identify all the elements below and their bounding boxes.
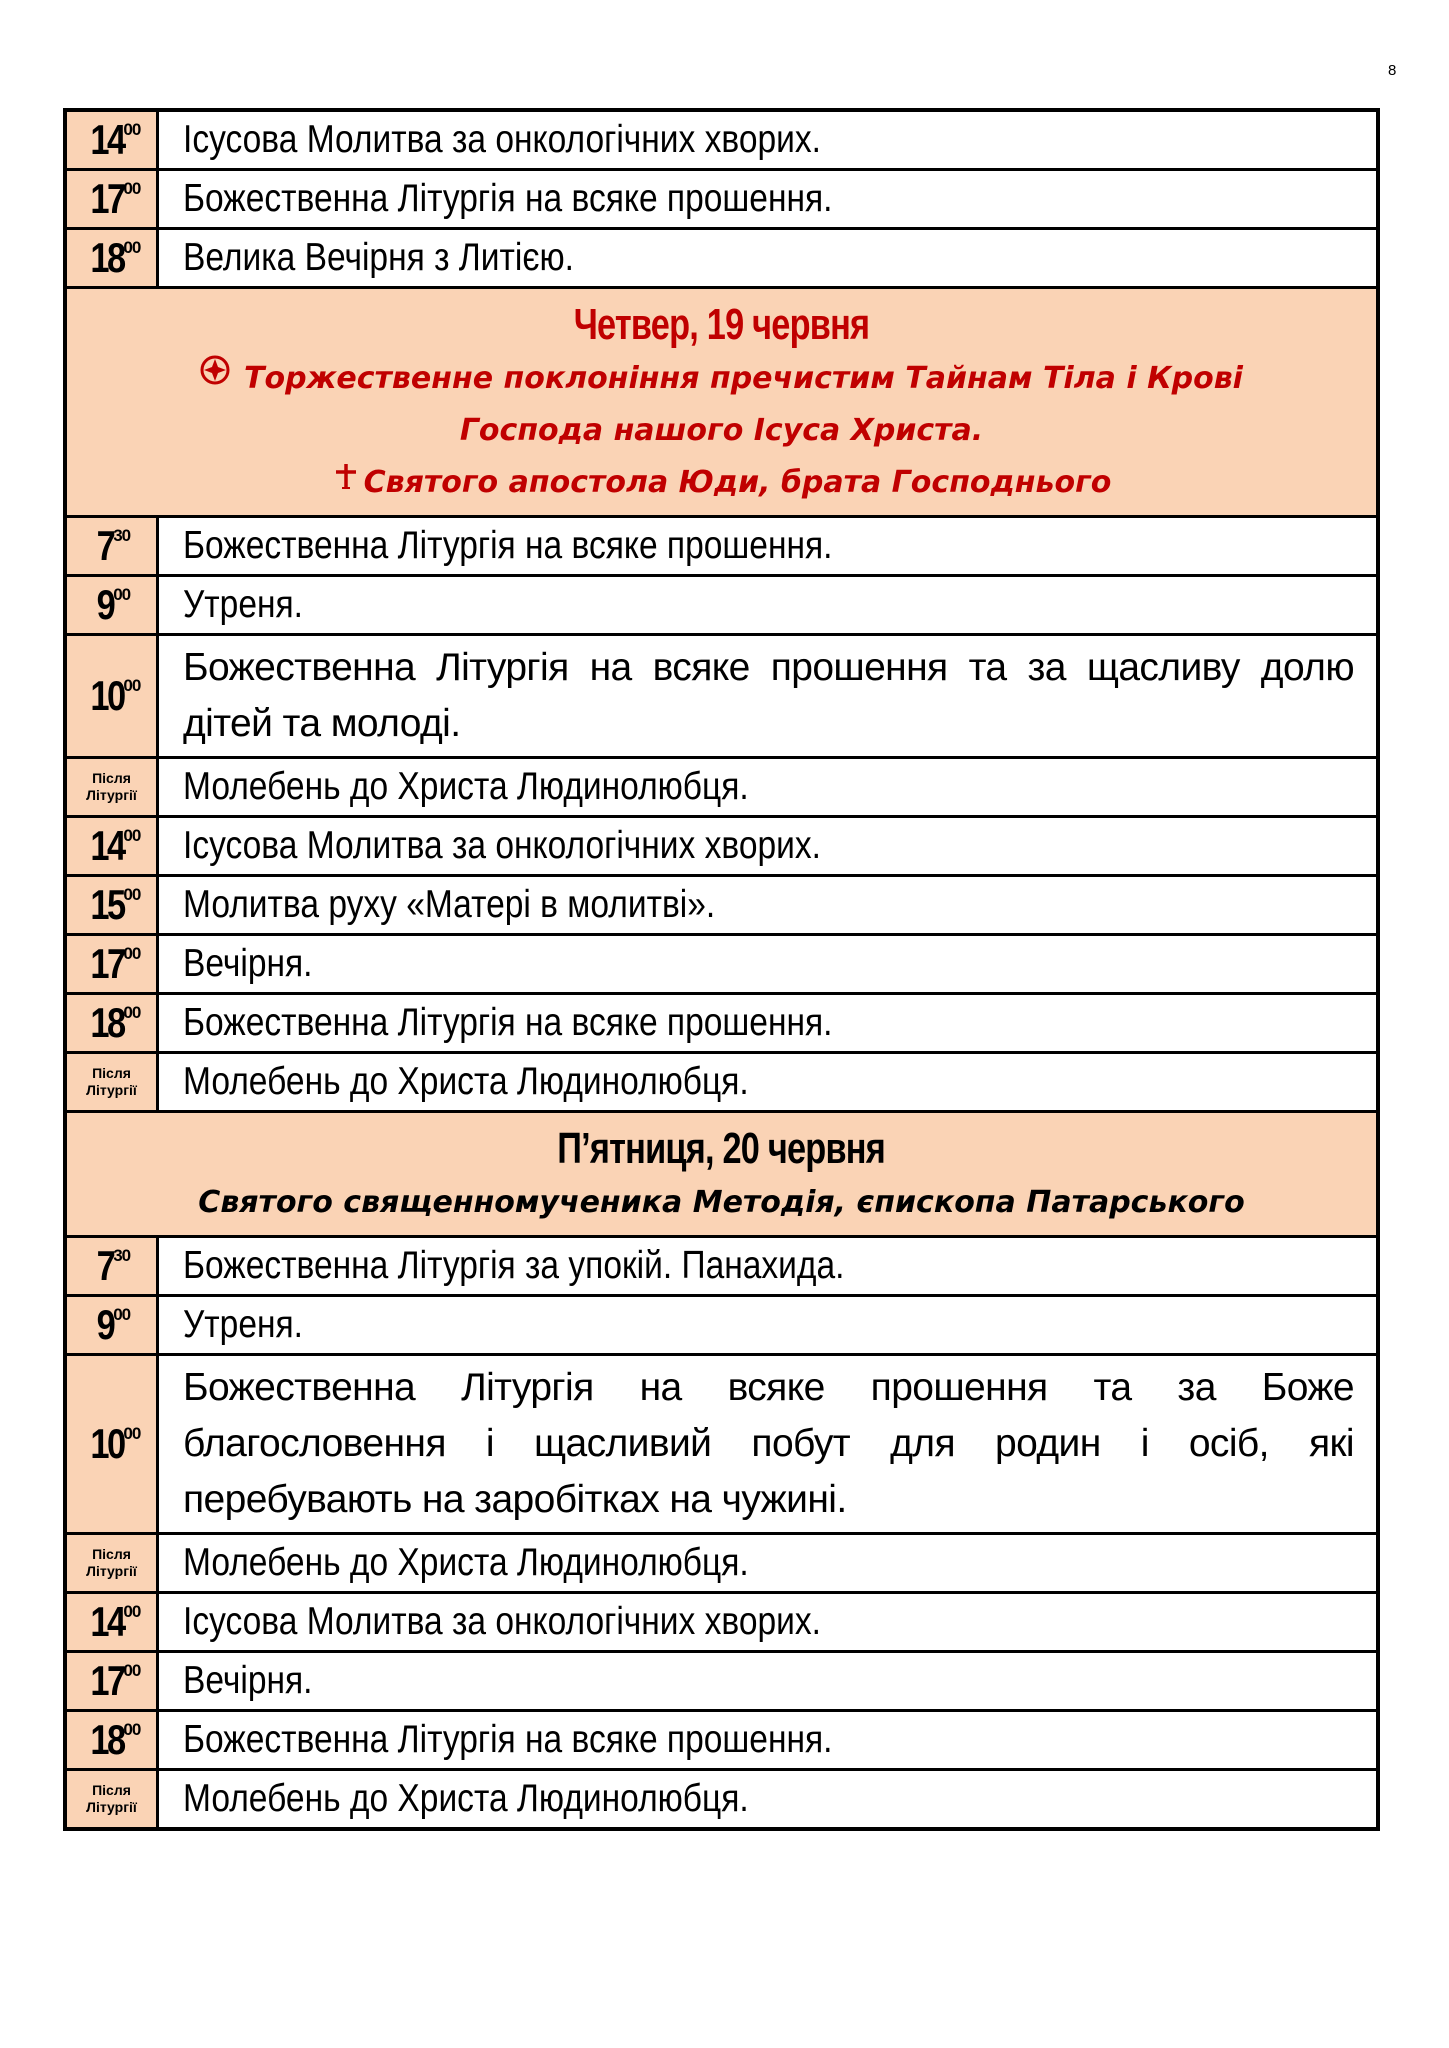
table-row: [65, 876, 1378, 935]
time-cell: 1000: [65, 1355, 158, 1534]
day-header: [65, 288, 1378, 517]
table-row: [65, 1053, 1378, 1112]
schedule-table: [63, 108, 1380, 1831]
table-row: [65, 994, 1378, 1053]
event-text: Молебень до Христа Людинолюбця.: [158, 1770, 1379, 1830]
cross-pattee-icon: [200, 355, 230, 385]
event-text: Вечірня.: [158, 935, 1379, 994]
time-cell: 1700: [65, 170, 158, 229]
after-liturgy-cell: Після Літургії: [65, 1053, 158, 1112]
after-liturgy-cell: Після Літургії: [65, 758, 158, 817]
table-row: [65, 170, 1378, 229]
event-text: Ісусова Молитва за онкологічних хворих.: [158, 110, 1379, 170]
event-text: Божественна Літургія на всяке прошення.: [158, 994, 1379, 1053]
time-cell: 900: [65, 1296, 158, 1355]
table-row: [65, 758, 1378, 817]
day-header: [65, 1112, 1378, 1237]
table-row: [65, 1296, 1378, 1355]
time-cell: 900: [65, 576, 158, 635]
table-row: [65, 576, 1378, 635]
time-cell: 1400: [65, 110, 158, 170]
table-row: [65, 817, 1378, 876]
event-text: Божественна Літургія на всяке прошення та за щасливу долю дітей та молоді.: [158, 635, 1379, 758]
event-text: Божественна Літургія на всяке прошення та за Боже благословення і щасливий побут для родин і осіб, які перебувають на заробітках на чужині.: [158, 1355, 1379, 1534]
time-cell: 1400: [65, 817, 158, 876]
day-title: П’ятниця, 20 червня: [557, 1124, 886, 1173]
event-text: Велика Вечірня з Литією.: [158, 229, 1379, 288]
table-row: [65, 1652, 1378, 1711]
day-header-row: [65, 1112, 1378, 1237]
table-row: [65, 635, 1378, 758]
time-cell: 1800: [65, 229, 158, 288]
time-cell: 1500: [65, 876, 158, 935]
table-row: [65, 1770, 1378, 1830]
event-text: Божественна Літургія на всяке прошення.: [158, 1711, 1379, 1770]
table-row: [65, 517, 1378, 576]
day-header-row: [65, 288, 1378, 517]
table-row: [65, 1711, 1378, 1770]
table-row: [65, 229, 1378, 288]
time-cell: 730: [65, 517, 158, 576]
feast-line: Господа нашого Ісуса Христа.: [459, 413, 984, 448]
table-row: [65, 1237, 1378, 1296]
time-cell: 1800: [65, 1711, 158, 1770]
event-text: Вечірня.: [158, 1652, 1379, 1711]
time-cell: 730: [65, 1237, 158, 1296]
event-text: Божественна Літургія за упокій. Панахида.: [158, 1237, 1379, 1296]
event-text: Утреня.: [158, 576, 1379, 635]
event-text: Ісусова Молитва за онкологічних хворих.: [158, 817, 1379, 876]
after-liturgy-cell: Після Літургії: [65, 1770, 158, 1830]
event-text: Божественна Літургія на всяке прошення.: [158, 517, 1379, 576]
feast-line: Торжественне поклоніння пречистим Тайнам Тіла і Крові: [67, 353, 1376, 405]
event-text: Молебень до Христа Людинолюбця.: [158, 1053, 1379, 1112]
table-row: [65, 1355, 1378, 1534]
table-row: [65, 935, 1378, 994]
after-liturgy-cell: Після Літургії: [65, 1534, 158, 1593]
table-row: [65, 1534, 1378, 1593]
event-text: Молебень до Христа Людинолюбця.: [158, 1534, 1379, 1593]
feast-line: Святого апостола Юди, брата Господнього: [67, 457, 1376, 509]
event-text: Божественна Літургія на всяке прошення.: [158, 170, 1379, 229]
feast-line: Святого священномученика Методія, єпископа Патарського: [198, 1185, 1245, 1220]
table-row: [65, 1593, 1378, 1652]
day-title: Четвер, 19 червня: [573, 300, 870, 349]
event-text: Ісусова Молитва за онкологічних хворих.: [158, 1593, 1379, 1652]
time-cell: 1000: [65, 635, 158, 758]
time-cell: 1400: [65, 1593, 158, 1652]
cross-icon: [332, 462, 360, 490]
time-cell: 1700: [65, 1652, 158, 1711]
event-text: Утреня.: [158, 1296, 1379, 1355]
event-text: Молебень до Христа Людинолюбця.: [158, 758, 1379, 817]
time-cell: 1700: [65, 935, 158, 994]
time-cell: 1800: [65, 994, 158, 1053]
table-row: [65, 110, 1378, 170]
page-number: 8: [1388, 62, 1397, 79]
event-text: Молитва руху «Матері в молитві».: [158, 876, 1379, 935]
